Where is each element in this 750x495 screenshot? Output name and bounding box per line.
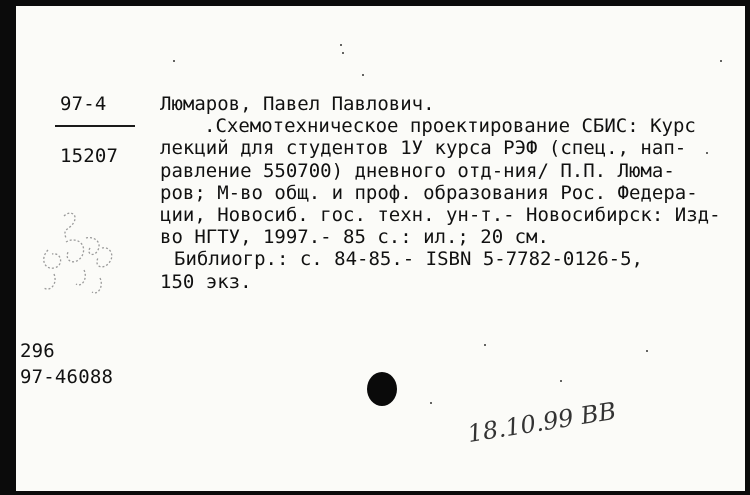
- speck: [720, 60, 722, 62]
- author-sign: 15207: [60, 145, 119, 167]
- speck: [362, 74, 364, 76]
- title-line: .Схемотехническое проектирование СБИС: Курс: [204, 115, 696, 138]
- shelf-mark-divider: [55, 125, 135, 127]
- record-line: во НГТУ, 1997.- 85 с.: ил.; 20 см.: [160, 226, 549, 249]
- scan-border-top: [0, 0, 750, 6]
- print-run: 150 экз.: [160, 270, 252, 293]
- bibliographic-record: [160, 93, 721, 293]
- speck: [430, 402, 432, 404]
- record-line: равление 550700) дневного отд-ния/ П.П. Люма-: [160, 159, 675, 182]
- scan-border-left: [0, 0, 16, 495]
- ink-blot: [367, 372, 397, 406]
- shelf-mark: 97-4: [60, 93, 107, 115]
- inventory-number: 97-46088: [20, 366, 114, 388]
- scan-border-right: [745, 0, 750, 495]
- author-heading: Люмаров, Павел Павлович.: [160, 93, 435, 115]
- scan-border-bottom: [0, 491, 750, 495]
- speck: [646, 350, 648, 352]
- speck: [340, 44, 342, 46]
- inventory-number: 296: [20, 340, 55, 362]
- faded-library-stamp-icon: [36, 208, 126, 303]
- speck: [173, 60, 175, 62]
- record-line: ров; М-во общ. и проф. образования Рос. Федера-: [160, 181, 698, 204]
- speck: [560, 380, 562, 382]
- record-line: ции, Новосиб. гос. техн. ун-т.- Новосибирск: Изд-: [160, 204, 721, 227]
- bibliography-note: Библиогр.: с. 84-85.- ISBN 5-7782-0126-5,: [174, 248, 643, 271]
- speck: [342, 52, 344, 54]
- record-line: лекций для студентов 1У курса РЭФ (спец., нап-: [160, 137, 687, 160]
- handwritten-date-note: 18.10.99 ВВ: [465, 396, 618, 448]
- speck: [706, 152, 708, 154]
- speck: [484, 344, 486, 346]
